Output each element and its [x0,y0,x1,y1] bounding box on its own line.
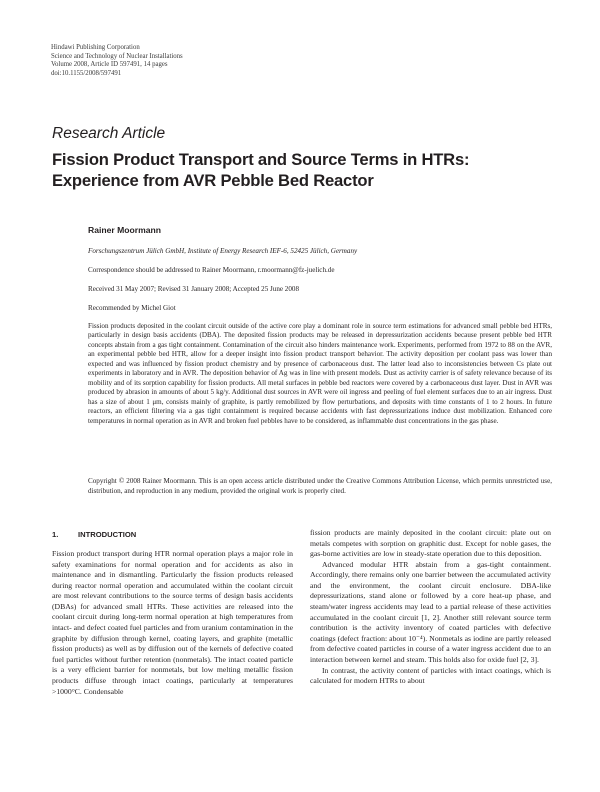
journal-header [51,44,183,78]
copyright-notice: Copyright © 2008 Rainer Moormann. This is an open access article distributed under the Creative Commons Attribution License, which permits unrestricted use, distribution, and reproduction in any medium, provided the original work is properly cited. [88,477,552,495]
section-title: INTRODUCTION [78,530,137,539]
author-affiliation: Forschungszentrum Jülich GmbH, Institute of Energy Research IEF-6, 52425 Jülich, Germany [88,247,358,255]
body-paragraph: Advanced modular HTR abstain from a gas-tight containment. Accordingly, there remains only one barrier between the accumulated activity and the environment, the coolant circuit enclosure. DBA-like depressurizations, stand alone or followed by a core heat-up phase, and steam/water ingress accidents may lead to a partial release of these activities accumulated in the coolant circuit [1, 2]. Another still relevant source term contribution is the activity inventory of coated particles with defective coatings (defect fraction: about 10⁻⁴). Nonmetals as iodine are partly released from defective coated particles in course of a water ingress accident due to an interaction between kernel and steam. This holds also for oxide fuel [2, 3]. [310,559,551,664]
body-paragraph: In contrast, the activity content of particles with intact coatings, which is calculated for modern HTRs to about [310,665,551,686]
volume-line: Volume 2008, Article ID 597491, 14 pages [51,61,168,69]
body-paragraph: Fission product transport during HTR normal operation plays a major role in safety examinations for normal operation and for accidents as also in maintenance and in dismantling. Particularly the fission products released during reactor normal operation and accumulated within the coolant circuit are most relevant contributions to the source terms of design basis accidents (DBAs) for advanced small HTRs. These activities are released into the coolant circuit during long-term normal operation at high temperatures from intact- and defect coated fuel particles and from uranium contamination in the graphite by diffusion through kernel, coating layers, and graphite (metallic fission products) as well as by diffusion out of the kernels of defective coated fuel particles without further retention (nonmetals). The intact coated particle is a very efficient barrier for nonmetals, but low melting metallic fission products diffuse through intact coatings, particularly at temperatures >1000°C. Condensable [52,549,293,696]
section-heading [52,530,136,539]
body-paragraph: fission products are mainly deposited in the coolant circuit: plate out on metals competes with sorption on graphitic dust. Except for noble gases, the gas-borne activities are low in steady-state operation due to this deposition. [310,528,551,559]
author-name: Rainer Moormann [88,225,162,235]
correspondence-note: Correspondence should be addressed to Rainer Moormann, r.moormann@fz-juelich.de [88,266,335,274]
body-column-right [310,528,551,687]
submission-dates: Received 31 May 2007; Revised 31 January 2008; Accepted 25 June 2008 [88,285,299,293]
doi-line: doi:10.1155/2008/597491 [51,69,122,77]
paper-title-line-1: Fission Product Transport and Source Terms in HTRs: [52,150,470,169]
section-number: 1. [52,530,59,539]
article-type: Research Article [52,125,166,142]
paper-title-line-2: Experience from AVR Pebble Bed Reactor [52,170,374,190]
recommended-by: Recommended by Michel Giot [88,304,176,312]
abstract-text: Fission products deposited in the coolant circuit outside of the active core play a dominant role in source term estimations for advanced small pebble bed HTRs, particularly in design basis accidents (DBA). The deposited fission products may be released in depressurization accidents because present pebble bed HTR concepts abstain from a gas tight containment. Contamination of the circuit also hinders maintenance work. Experiments, performed from 1972 to 88 on the AVR, an experimental pebble bed HTR, allow for a deeper insight into fission product transport behavior. The activity deposition per coolant pass was lower than expected and was influenced by fission product chemistry and by presence of carbonaceous dust. The latter lead also to inconsistencies between Cs plate out experiments in laboratory and in AVR. The deposition behavior of Ag was in line with present models. Dust as activity carrier is of safety relevance because of its mobility and of its sorption capability for fission products. All metal surfaces in pebble bed reactors were covered by a carbonaceous dust layer. Dust in AVR was produced by abrasion in amounts of about 5 kg/y. Additional dust sources in AVR were oil ingress and peeling of fuel element surfaces due to an air ingress. Dust has a size of about 1 μm, consists mainly of graphite, is partly remobilized by flow perturbations, and deposits with time constants of 1 to 2 hours. In future reactors, an efficient filtering via a gas tight containment is required because accidents with fast depressurizations induce dust mobilization. Enhanced core temperatures in normal operation as in AVR and broken fuel pebbles have to be considered, as inflammable dust concentrations in the gas phase. [88,322,552,425]
body-column-left [52,549,293,697]
journal-name-line: Science and Technology of Nuclear Installations [51,52,183,60]
publisher-line: Hindawi Publishing Corporation [51,44,140,51]
paper-title [52,150,552,191]
